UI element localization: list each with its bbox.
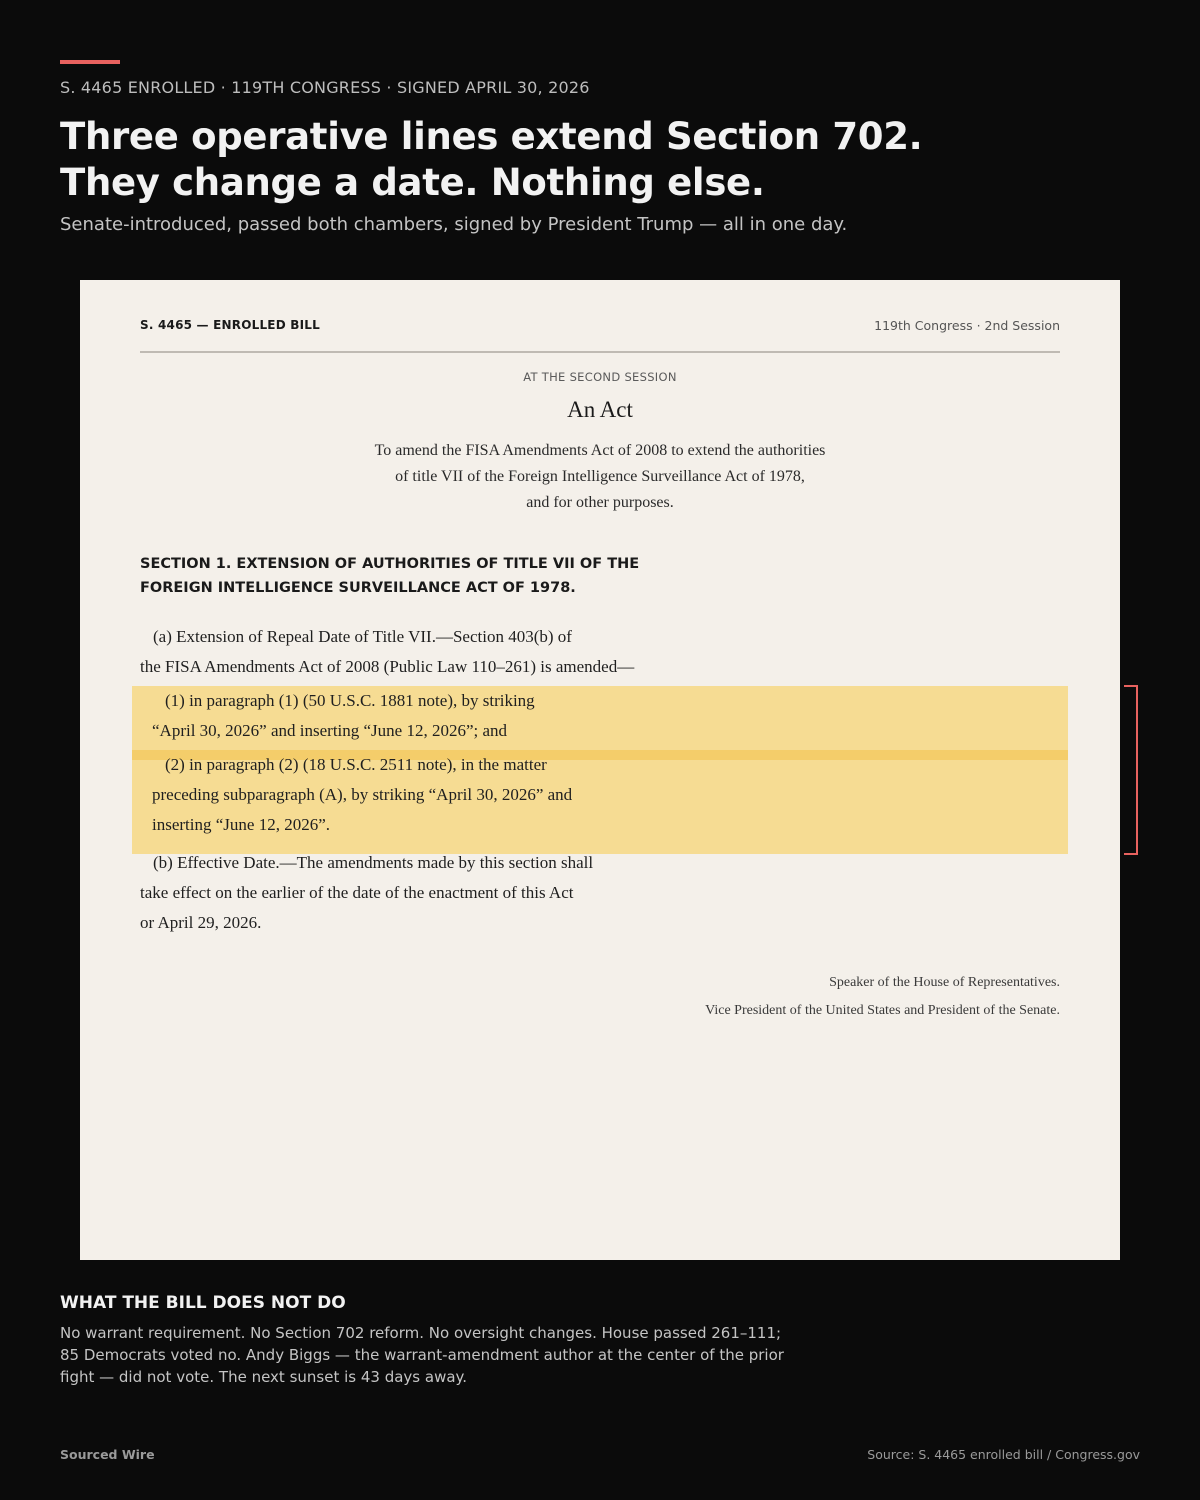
enrolled-bill-document <box>80 280 1120 1260</box>
clause-line: inserting “June 12, 2026”. <box>152 815 330 834</box>
not-do-line: No warrant requirement. No Section 702 reform. No oversight changes. House passed 261–111; <box>60 1324 782 1342</box>
paragraph-b <box>140 848 593 938</box>
footer-source: Source: S. 4465 enrolled bill / Congress.gov <box>867 1447 1140 1462</box>
clause-line: (2) in paragraph (2) (18 U.S.C. 2511 note), in the matter <box>165 755 547 774</box>
not-do-line: 85 Democrats voted no. Andy Biggs — the warrant-amendment author at the center of the prior <box>60 1346 784 1364</box>
subhead: Senate-introduced, passed both chambers, signed by President Trump — all in one day. <box>60 214 848 235</box>
act-purpose <box>80 438 1120 516</box>
act-title: An Act <box>567 397 633 422</box>
headline-line: Three operative lines extend Section 702. <box>60 115 923 158</box>
purpose-line: To amend the FISA Amendments Act of 2008 to extend the authorities <box>374 442 826 459</box>
clause-line: preceding subparagraph (A), by striking “April 30, 2026” and <box>152 785 573 804</box>
paragraph-line: the FISA Amendments Act of 2008 (Public Law 110–261) is amended— <box>140 657 635 676</box>
session-label: AT THE SECOND SESSION <box>523 370 677 384</box>
section-heading-line: FOREIGN INTELLIGENCE SURVEILLANCE ACT OF 1978. <box>140 580 576 596</box>
accent-bar <box>60 60 120 64</box>
paragraph-line: (a) Extension of Repeal Date of Title VII.—Section 403(b) of <box>153 627 572 646</box>
clause-line: “April 30, 2026” and inserting “June 12, 2026”; and <box>152 721 508 740</box>
not-do-title: WHAT THE BILL DOES NOT DO <box>60 1293 346 1313</box>
clause-line: (1) in paragraph (1) (50 U.S.C. 1881 note), by striking <box>165 691 535 710</box>
paragraph-line: take effect on the earlier of the date of the enactment of this Act <box>140 883 574 902</box>
headline <box>60 114 1060 206</box>
paragraph-line: or April 29, 2026. <box>140 913 262 932</box>
operative-clause-2 <box>152 750 572 840</box>
eyebrow: S. 4465 ENROLLED · 119TH CONGRESS · SIGNED APRIL 30, 2026 <box>60 78 590 97</box>
signature-speaker: Speaker of the House of Representatives. <box>829 975 1060 990</box>
operative-clause-1 <box>152 686 535 746</box>
doc-header-session: 119th Congress · 2nd Session <box>874 318 1060 333</box>
headline-line: They change a date. Nothing else. <box>60 161 765 204</box>
purpose-line: and for other purposes. <box>526 494 674 511</box>
paragraph-a <box>140 622 634 682</box>
highlight-bracket <box>1124 685 1138 855</box>
purpose-line: of title VII of the Foreign Intelligence Surveillance Act of 1978, <box>395 468 805 485</box>
footer-brand: Sourced Wire <box>60 1447 155 1462</box>
doc-divider <box>140 351 1060 353</box>
doc-header-title: S. 4465 — ENROLLED BILL <box>140 318 320 332</box>
paragraph-line: (b) Effective Date.—The amendments made by this section shall <box>153 853 594 872</box>
not-do-line: fight — did not vote. The next sunset is 43 days away. <box>60 1368 468 1386</box>
section-heading-line: SECTION 1. EXTENSION OF AUTHORITIES OF TITLE VII OF THE <box>140 556 640 572</box>
section-heading <box>140 552 660 600</box>
signature-vice-president: Vice President of the United States and President of the Senate. <box>705 1003 1060 1018</box>
not-do-body <box>60 1322 820 1388</box>
